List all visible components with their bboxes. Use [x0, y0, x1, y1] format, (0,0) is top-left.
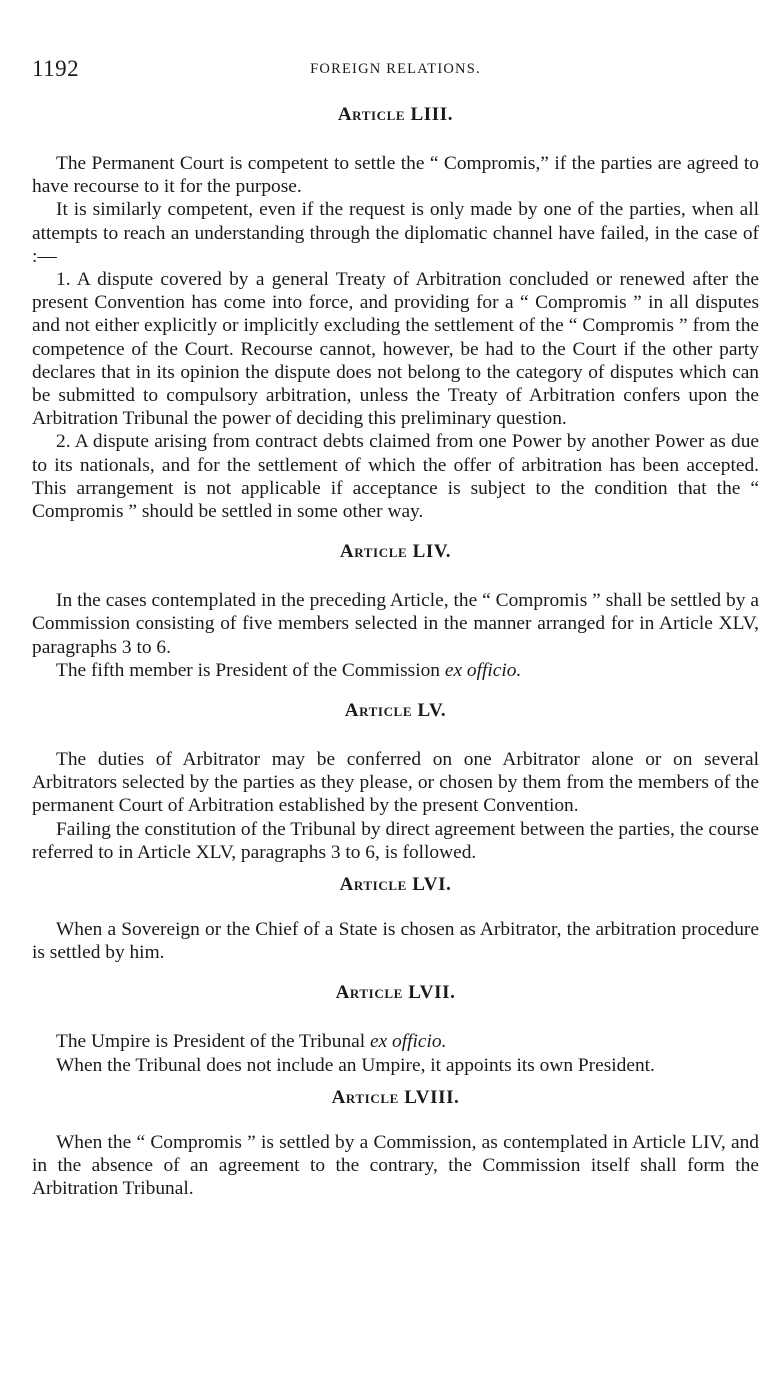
italic-phrase: ex officio.	[444, 659, 522, 681]
article-title: Article LVII.	[335, 982, 456, 1004]
article-paragraph: The duties of Arbitrator may be conferred on one Arbitrator alone or on several Arbitrators selected by the parties as they please, or chosen by them from the members of the permanent Court of Arbitration established by the present Convention.	[32, 749, 759, 817]
article-paragraph	[32, 659, 759, 682]
article-title: Article LIV.	[339, 541, 452, 563]
article-lv	[32, 700, 759, 864]
article-lvi	[32, 874, 759, 964]
article-paragraph: Failing the constitution of the Tribunal by direct agreement between the parties, the course referred to in Article XLV, paragraphs 3 to 6, is followed.	[32, 818, 759, 863]
article-paragraph: When the “ Compromis ” is settled by a Commission, as contemplated in Article LIV, and in the absence of an agreement to the contrary, the Commission itself shall form the Arbitration Tribunal.	[32, 1131, 759, 1200]
article-paragraph: When the Tribunal does not include an Umpire, it appoints its own President.	[56, 1054, 655, 1076]
article-title: Article LVIII.	[331, 1086, 460, 1108]
article-liv	[32, 541, 759, 682]
page-header	[32, 56, 759, 86]
paragraph-text: The Umpire is President of the Tribunal	[56, 1031, 370, 1053]
article-title: Article LIII.	[337, 104, 454, 125]
article-lviii	[32, 1087, 759, 1201]
article-paragraph: 2. A dispute arising from contract debts claimed from one Power by another Power as due to its nationals, and for the settlement of which the offer of arbitration has been accepted. This arrangement is not applicable if acceptance is subject to the condition that the “ Compromis ” should be settled in some other way.	[32, 431, 759, 523]
article-title: Article LV.	[344, 700, 447, 722]
page-number: 1192	[32, 56, 80, 81]
article-paragraph: In the cases contemplated in the preceding Article, the “ Compromis ” shall be settled by a Commission consisting of five members selected in the manner arranged for in Article XLV, paragraphs 3 to 6.	[32, 590, 759, 658]
article-paragraph	[32, 1030, 759, 1053]
article-paragraph: 1. A dispute covered by a general Treaty of Arbitration concluded or renewed after the present Convention has come into force, and providing for a “ Compromis ” in all disputes and not either explicitly or implicitly excluding the settlement of the “ Compromis ” from the competence of the Court. Recourse cannot, however, be had to the Court if the other party declares that in its opinion the dispute does not belong to the category of disputes which can be submitted to compulsory arbitration, unless the Treaty of Arbitration confers upon the Arbitration Tribunal the power of deciding this preliminary question.	[32, 269, 759, 430]
article-lvii	[32, 982, 759, 1076]
article-paragraph: It is similarly competent, even if the request is only made by one of the parties, when all attempts to reach an understanding through the diplomatic channel have failed, in the case of :—	[32, 199, 759, 267]
article-title: Article LVI.	[339, 874, 452, 896]
paragraph-text: The fifth member is President of the Commission	[56, 659, 445, 681]
running-head: FOREIGN RELATIONS.	[310, 61, 481, 77]
article-paragraph: The Permanent Court is competent to settle the “ Compromis,” if the parties are agreed to have recourse to it for the purpose.	[32, 153, 759, 198]
article-paragraph: When a Sovereign or the Chief of a State is chosen as Arbitrator, the arbitration procedure is settled by him.	[32, 919, 759, 964]
italic-phrase: ex officio.	[370, 1031, 447, 1053]
article-liii	[32, 104, 759, 523]
